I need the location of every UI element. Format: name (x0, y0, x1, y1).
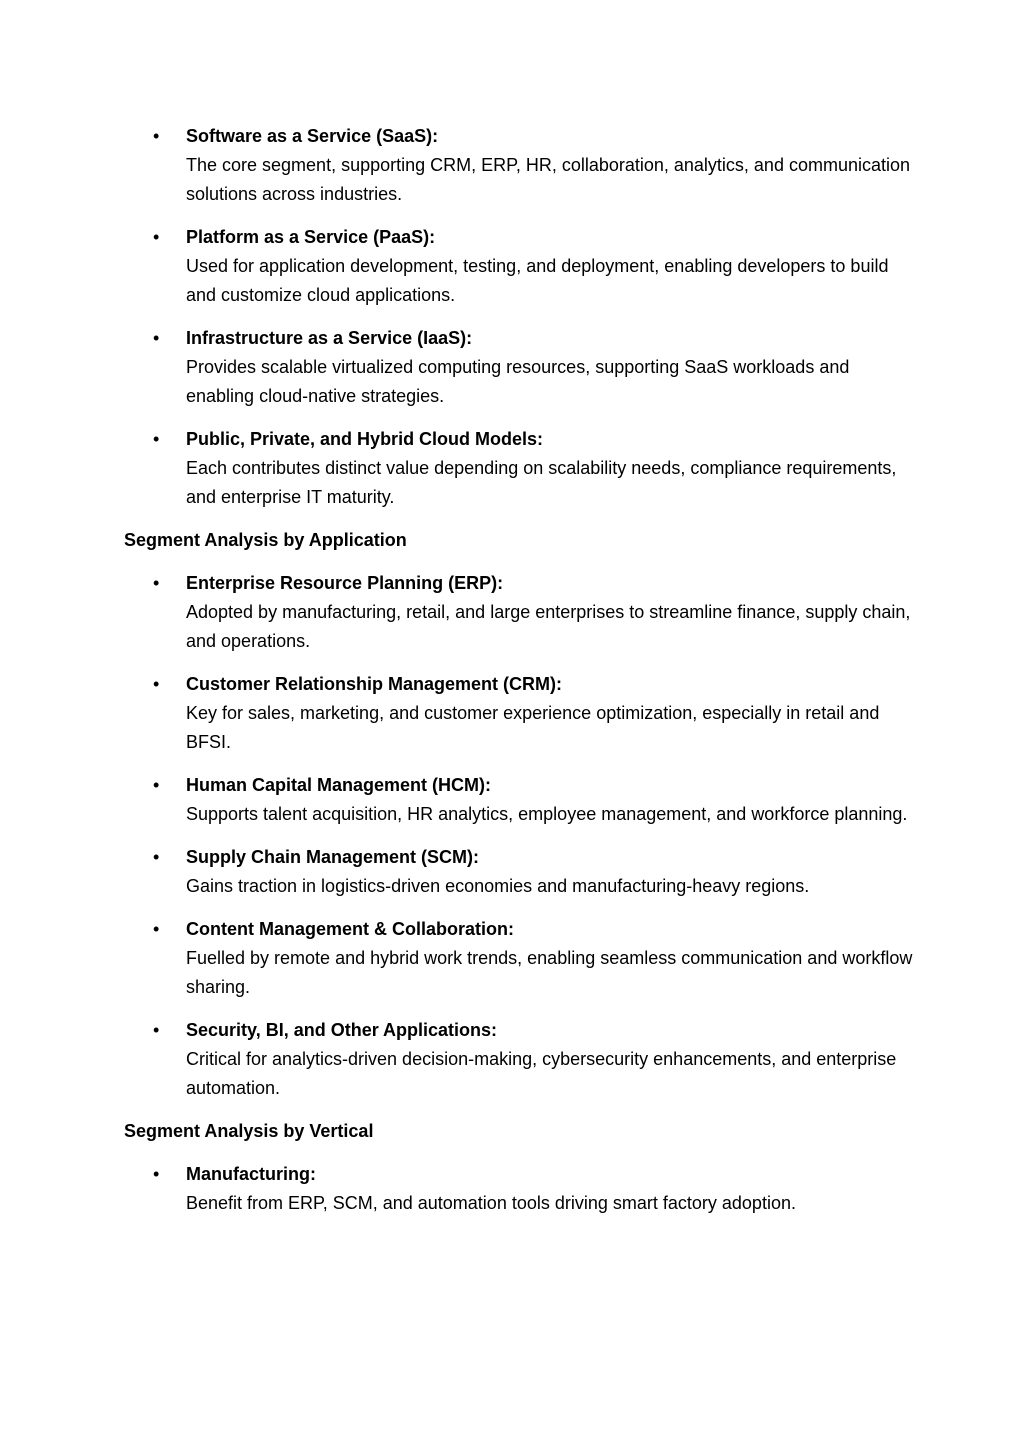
service-models-list (124, 122, 914, 512)
list-item (124, 1160, 914, 1218)
list-item (124, 670, 914, 757)
item-title: Security, BI, and Other Applications: (186, 1020, 498, 1040)
bullet-icon: • (153, 328, 160, 348)
vertical-list (124, 1160, 914, 1218)
bullet-icon: • (153, 847, 160, 867)
application-section-heading: Segment Analysis by Application (124, 530, 407, 550)
bullet-icon: • (153, 227, 160, 247)
bullet-icon: • (153, 1164, 160, 1184)
item-title: Enterprise Resource Planning (ERP): (186, 573, 504, 593)
bullet-icon: • (153, 775, 160, 795)
item-title: Human Capital Management (HCM): (186, 775, 492, 795)
item-description: Each contributes distinct value depending on scalability needs, compliance requirements, and enterprise IT maturity. (186, 458, 897, 507)
list-item (124, 1016, 914, 1103)
item-title: Public, Private, and Hybrid Cloud Models: (186, 429, 544, 449)
item-title: Platform as a Service (PaaS): (186, 227, 436, 247)
item-description: Adopted by manufacturing, retail, and large enterprises to streamline finance, supply chain, and operations. (186, 602, 911, 651)
application-list (124, 569, 914, 1103)
item-description: Benefit from ERP, SCM, and automation tools driving smart factory adoption. (186, 1193, 796, 1213)
bullet-icon: • (153, 126, 160, 146)
list-item (124, 425, 914, 512)
list-item (124, 569, 914, 656)
item-description: The core segment, supporting CRM, ERP, HR, collaboration, analytics, and communication solutions across industries. (186, 155, 911, 204)
item-description: Gains traction in logistics-driven economies and manufacturing-heavy regions. (186, 876, 810, 896)
item-title: Manufacturing: (186, 1164, 316, 1184)
bullet-icon: • (153, 1020, 160, 1040)
item-description: Key for sales, marketing, and customer experience optimization, especially in retail and BFSI. (186, 703, 880, 752)
item-description: Provides scalable virtualized computing resources, supporting SaaS workloads and enabling cloud-native strategies. (186, 357, 850, 406)
list-item (124, 324, 914, 411)
list-item (124, 843, 914, 901)
bullet-icon: • (153, 919, 160, 939)
bullet-icon: • (153, 674, 160, 694)
item-description: Fuelled by remote and hybrid work trends, enabling seamless communication and workflow sharing. (186, 948, 913, 997)
item-title: Content Management & Collaboration: (186, 919, 514, 939)
item-description: Supports talent acquisition, HR analytics, employee management, and workforce planning. (186, 804, 908, 824)
list-item (124, 915, 914, 1002)
item-description: Critical for analytics-driven decision-making, cybersecurity enhancements, and enterprise automation. (186, 1049, 897, 1098)
item-title: Infrastructure as a Service (IaaS): (186, 328, 473, 348)
list-item (124, 771, 914, 829)
item-title: Supply Chain Management (SCM): (186, 847, 480, 867)
list-item (124, 223, 914, 310)
bullet-icon: • (153, 573, 160, 593)
document-content (124, 122, 914, 1232)
item-description: Used for application development, testing, and deployment, enabling developers to build and customize cloud applications. (186, 256, 889, 305)
item-title: Customer Relationship Management (CRM): (186, 674, 563, 694)
list-item (124, 122, 914, 209)
item-title: Software as a Service (SaaS): (186, 126, 439, 146)
vertical-section-heading: Segment Analysis by Vertical (124, 1121, 374, 1141)
bullet-icon: • (153, 429, 160, 449)
